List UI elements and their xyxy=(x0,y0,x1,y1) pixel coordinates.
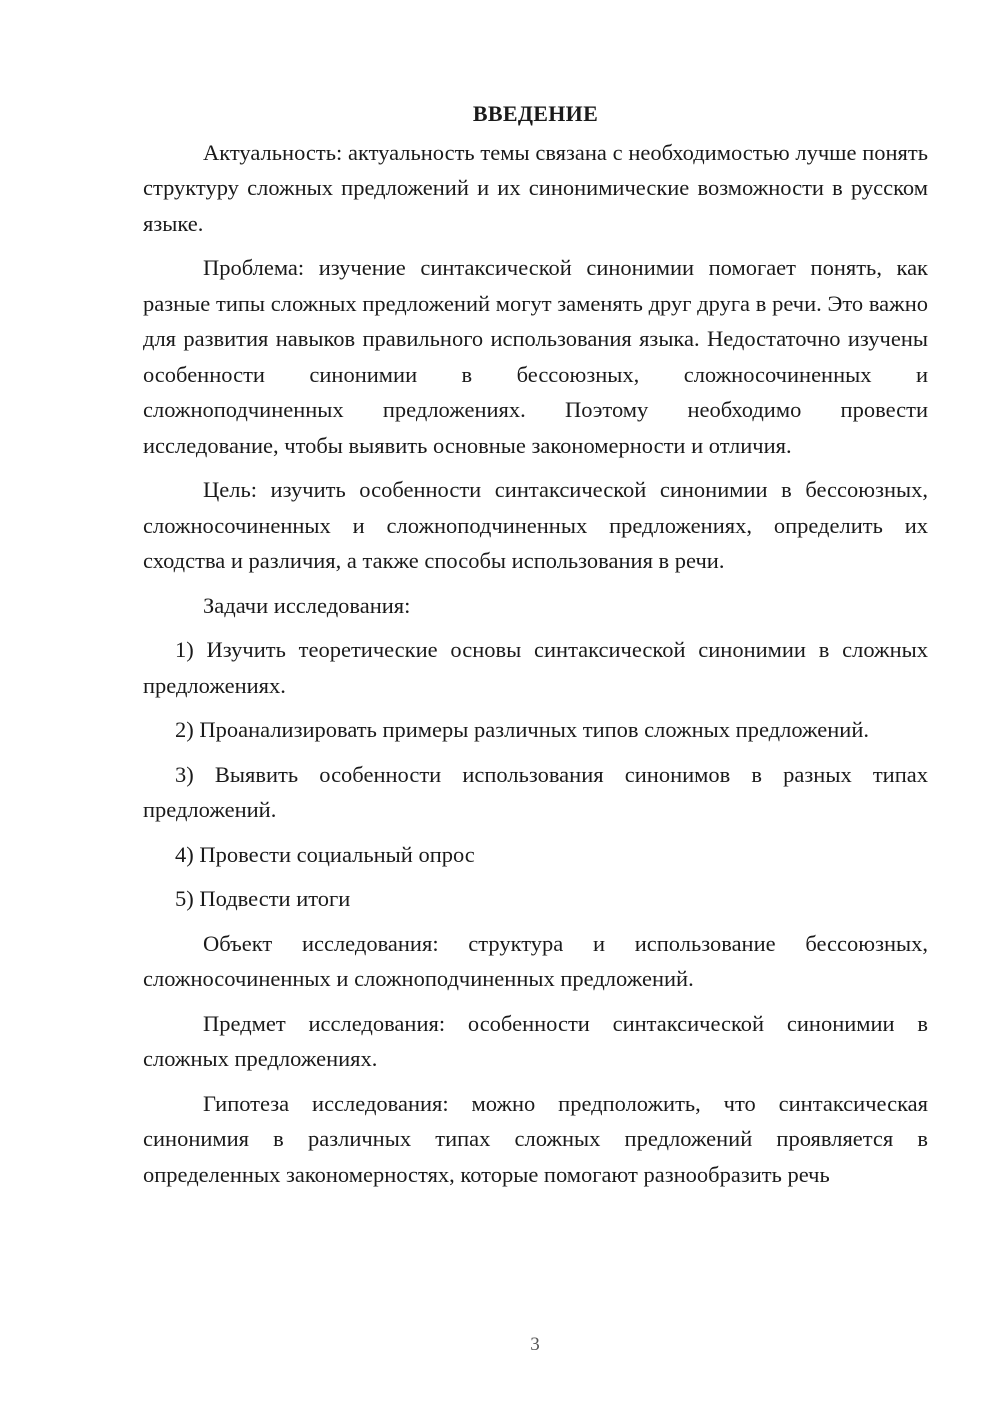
task-item-1: 1) Изучить теоретические основы синтаксической синонимии в сложных предложениях. xyxy=(143,637,928,698)
task-item-2: 2) Проанализировать примеры различных типов сложных предложений. xyxy=(175,717,869,742)
object-paragraph: Объект исследования: структура и использование бессоюзных, сложносочиненных и сложноподчиненных предложений. xyxy=(143,930,928,991)
task-item-3: 3) Выявить особенности использования синонимов в разных типах предложений. xyxy=(143,761,928,822)
problem-paragraph: Проблема: изучение синтаксической синонимии помогает понять, как разные типы сложных предложений могут заменять друг друга в речи. Это важно для развития навыков правильного использования языка. Недостаточно изучены особенности синонимии в бессоюзных, сложносочиненных и сложноподчиненных предложениях. Поэтому необходимо провести исследование, чтобы выявить основные закономерности и отличия. xyxy=(143,255,928,458)
subject-paragraph: Предмет исследования: особенности синтаксической синонимии в сложных предложениях. xyxy=(143,1010,928,1071)
task-item-4: 4) Провести социальный опрос xyxy=(175,841,475,867)
hypothesis-paragraph: Гипотеза исследования: можно предположить, что синтаксическая синонимия в различных типах сложных предложений проявляется в определенных закономерностях, которые помогают разнообразить речь xyxy=(143,1090,928,1187)
page-number: 3 xyxy=(530,1334,540,1355)
task-item-5: 5) Подвести итоги xyxy=(175,886,351,911)
relevance-paragraph: Актуальность: актуальность темы связана с необходимостью лучше понять структуру сложных предложений и их синонимические возможности в русском языке. xyxy=(143,139,928,236)
tasks-heading: Задачи исследования: xyxy=(203,592,411,618)
goal-paragraph: Цель: изучить особенности синтаксической синонимии в бессоюзных, сложносочиненных и сложноподчиненных предложениях, определить их сходства и различия, а также способы использования в речи. xyxy=(143,477,928,573)
section-title: ВВЕДЕНИЕ xyxy=(472,101,599,126)
page-content xyxy=(143,96,928,1201)
tasks-list xyxy=(143,632,928,917)
